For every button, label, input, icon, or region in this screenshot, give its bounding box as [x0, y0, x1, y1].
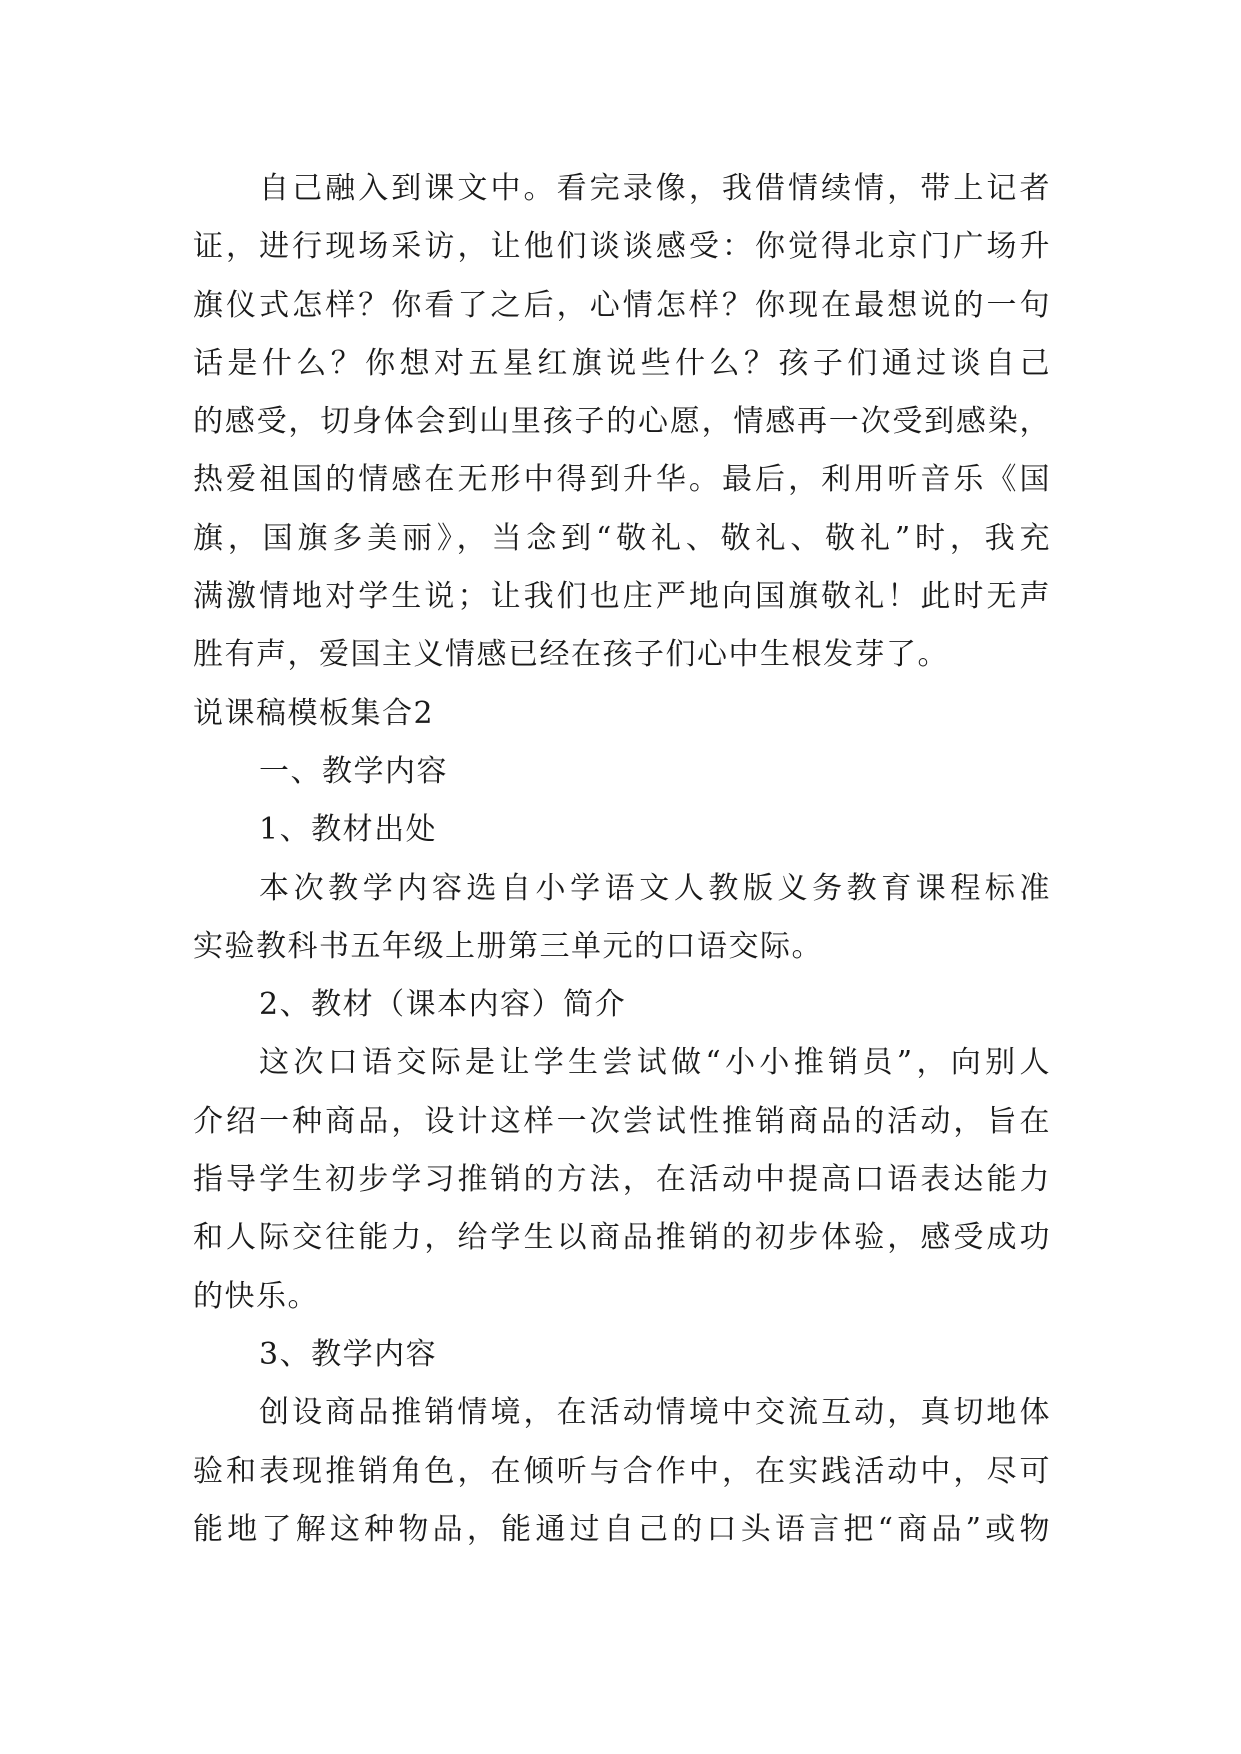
text-line: 的感受，切身体会到山里孩子的心愿，情感再一次受到感染， — [193, 404, 1051, 440]
text-line: 指导学生初步学习推销的方法，在活动中提高口语表达能力 — [193, 1162, 1051, 1198]
text-line: 创设商品推销情境，在活动情境中交流互动，真切地体 — [259, 1395, 1051, 1431]
text-line: 3、教学内容 — [259, 1336, 438, 1372]
text-line: 话是什么？你想对五星红旗说些什么？孩子们通过谈自己 — [193, 345, 1051, 381]
text-line: 2、教材（课本内容）简介 — [259, 987, 627, 1023]
text-line: 旗，国旗多美丽》，当念到“敬礼、敬礼、敬礼”时，我充 — [193, 520, 1051, 556]
text-line: 满激情地对学生说；让我们也庄严地向国旗敬礼！此时无声 — [193, 579, 1051, 615]
text-line: 证，进行现场采访，让他们谈谈感受：你觉得北京门广场升 — [193, 229, 1051, 265]
text-line: 旗仪式怎样？你看了之后，心情怎样？你现在最想说的一句 — [193, 287, 1051, 323]
text-line: 的快乐。 — [193, 1278, 319, 1314]
text-line: 本次教学内容选自小学语文人教版义务教育课程标准 — [259, 870, 1051, 906]
document-body — [193, 160, 1051, 1559]
text-line: 这次口语交际是让学生尝试做“小小推销员”，向别人 — [259, 1045, 1051, 1081]
text-line: 热爱祖国的情感在无形中得到升华。最后，利用听音乐《国 — [193, 462, 1051, 498]
text-line: 胜有声，爱国主义情感已经在孩子们心中生根发芽了。 — [193, 637, 949, 673]
text-line: 能地了解这种物品，能通过自己的口头语言把“商品”或物 — [193, 1511, 1051, 1547]
text-line: 自己融入到课文中。看完录像，我借情续情，带上记者 — [259, 171, 1051, 206]
text-line: 验和表现推销角色，在倾听与合作中，在实践活动中，尽可 — [193, 1453, 1051, 1489]
text-line: 一、教学内容 — [259, 753, 448, 789]
text-line: 和人际交往能力，给学生以商品推销的初步体验，感受成功 — [193, 1220, 1051, 1256]
text-line: 介绍一种商品，设计这样一次尝试性推销商品的活动，旨在 — [193, 1103, 1051, 1139]
text-line: 实验教科书五年级上册第三单元的口语交际。 — [193, 928, 823, 964]
text-line: 1、教材出处 — [259, 812, 438, 848]
text-line: 说课稿模板集合2 — [193, 695, 435, 731]
